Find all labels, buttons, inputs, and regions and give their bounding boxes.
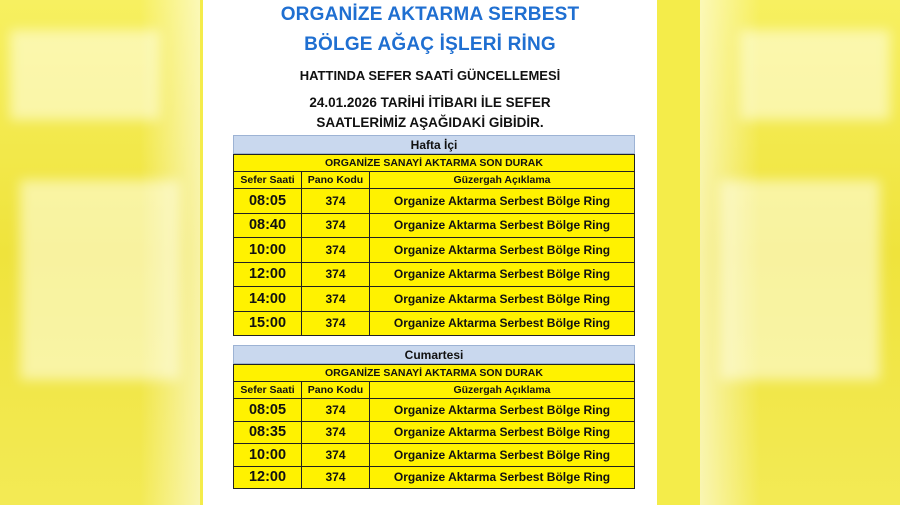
departure-time: 08:35 (234, 421, 302, 444)
table-row (234, 262, 635, 287)
panel-code: 374 (302, 287, 370, 312)
section-heading-saturday: Cumartesi (233, 345, 635, 364)
column-header-time: Sefer Saati (234, 382, 302, 399)
table-row (234, 238, 635, 263)
saturday-table (233, 364, 635, 489)
panel-code: 374 (302, 444, 370, 467)
table-row (234, 287, 635, 312)
panel-code: 374 (302, 262, 370, 287)
route-description: Organize Aktarma Serbest Bölge Ring (370, 444, 635, 467)
document-title-line1: ORGANİZE AKTARMA SERBEST (280, 4, 580, 25)
column-header-code: Pano Kodu (302, 382, 370, 399)
departure-time: 08:05 (234, 189, 302, 214)
panel-code: 374 (302, 421, 370, 444)
document-subtitle: HATTINDA SEFER SAATİ GÜNCELLEMESİ (299, 68, 561, 83)
route-description: Organize Aktarma Serbest Bölge Ring (370, 287, 635, 312)
blurred-background-left (0, 0, 200, 505)
route-name: ORGANİZE SANAYİ AKTARMA SON DURAK (234, 155, 635, 172)
route-name: ORGANİZE SANAYİ AKTARMA SON DURAK (234, 365, 635, 382)
route-description: Organize Aktarma Serbest Bölge Ring (370, 262, 635, 287)
weekday-schedule (233, 135, 635, 336)
departure-time: 14:00 (234, 287, 302, 312)
notice-line2: SAATLERİMİZ AŞAĞIDAKİ GİBİDİR. (316, 115, 544, 130)
column-header-desc: Güzergah Açıklama (370, 382, 635, 399)
departure-time: 10:00 (234, 238, 302, 263)
table-row (234, 189, 635, 214)
table-row (234, 421, 635, 444)
route-description: Organize Aktarma Serbest Bölge Ring (370, 189, 635, 214)
departure-time: 10:00 (234, 444, 302, 467)
departure-time: 15:00 (234, 311, 302, 336)
document-title-line2: BÖLGE AĞAÇ İŞLERİ RİNG (304, 34, 556, 55)
route-description: Organize Aktarma Serbest Bölge Ring (370, 311, 635, 336)
panel-code: 374 (302, 311, 370, 336)
notice-line1: 24.01.2026 TARİHİ İTİBARI İLE SEFER (309, 95, 551, 110)
blurred-background-right (700, 0, 900, 505)
panel-code: 374 (302, 399, 370, 422)
route-description: Organize Aktarma Serbest Bölge Ring (370, 213, 635, 238)
column-header-code: Pano Kodu (302, 172, 370, 189)
route-description: Organize Aktarma Serbest Bölge Ring (370, 421, 635, 444)
table-row (234, 444, 635, 467)
table-row (234, 399, 635, 422)
column-header-time: Sefer Saati (234, 172, 302, 189)
departure-time: 08:40 (234, 213, 302, 238)
route-description: Organize Aktarma Serbest Bölge Ring (370, 238, 635, 263)
weekday-table (233, 154, 635, 336)
panel-code: 374 (302, 466, 370, 489)
section-heading-weekday: Hafta İçi (233, 135, 635, 154)
departure-time: 12:00 (234, 262, 302, 287)
table-row (234, 466, 635, 489)
panel-code: 374 (302, 238, 370, 263)
schedule-document (203, 0, 657, 505)
panel-code: 374 (302, 213, 370, 238)
departure-time: 12:00 (234, 466, 302, 489)
table-row (234, 213, 635, 238)
route-description: Organize Aktarma Serbest Bölge Ring (370, 399, 635, 422)
column-header-desc: Güzergah Açıklama (370, 172, 635, 189)
saturday-schedule (233, 345, 635, 489)
route-description: Organize Aktarma Serbest Bölge Ring (370, 466, 635, 489)
panel-code: 374 (302, 189, 370, 214)
table-row (234, 311, 635, 336)
departure-time: 08:05 (234, 399, 302, 422)
